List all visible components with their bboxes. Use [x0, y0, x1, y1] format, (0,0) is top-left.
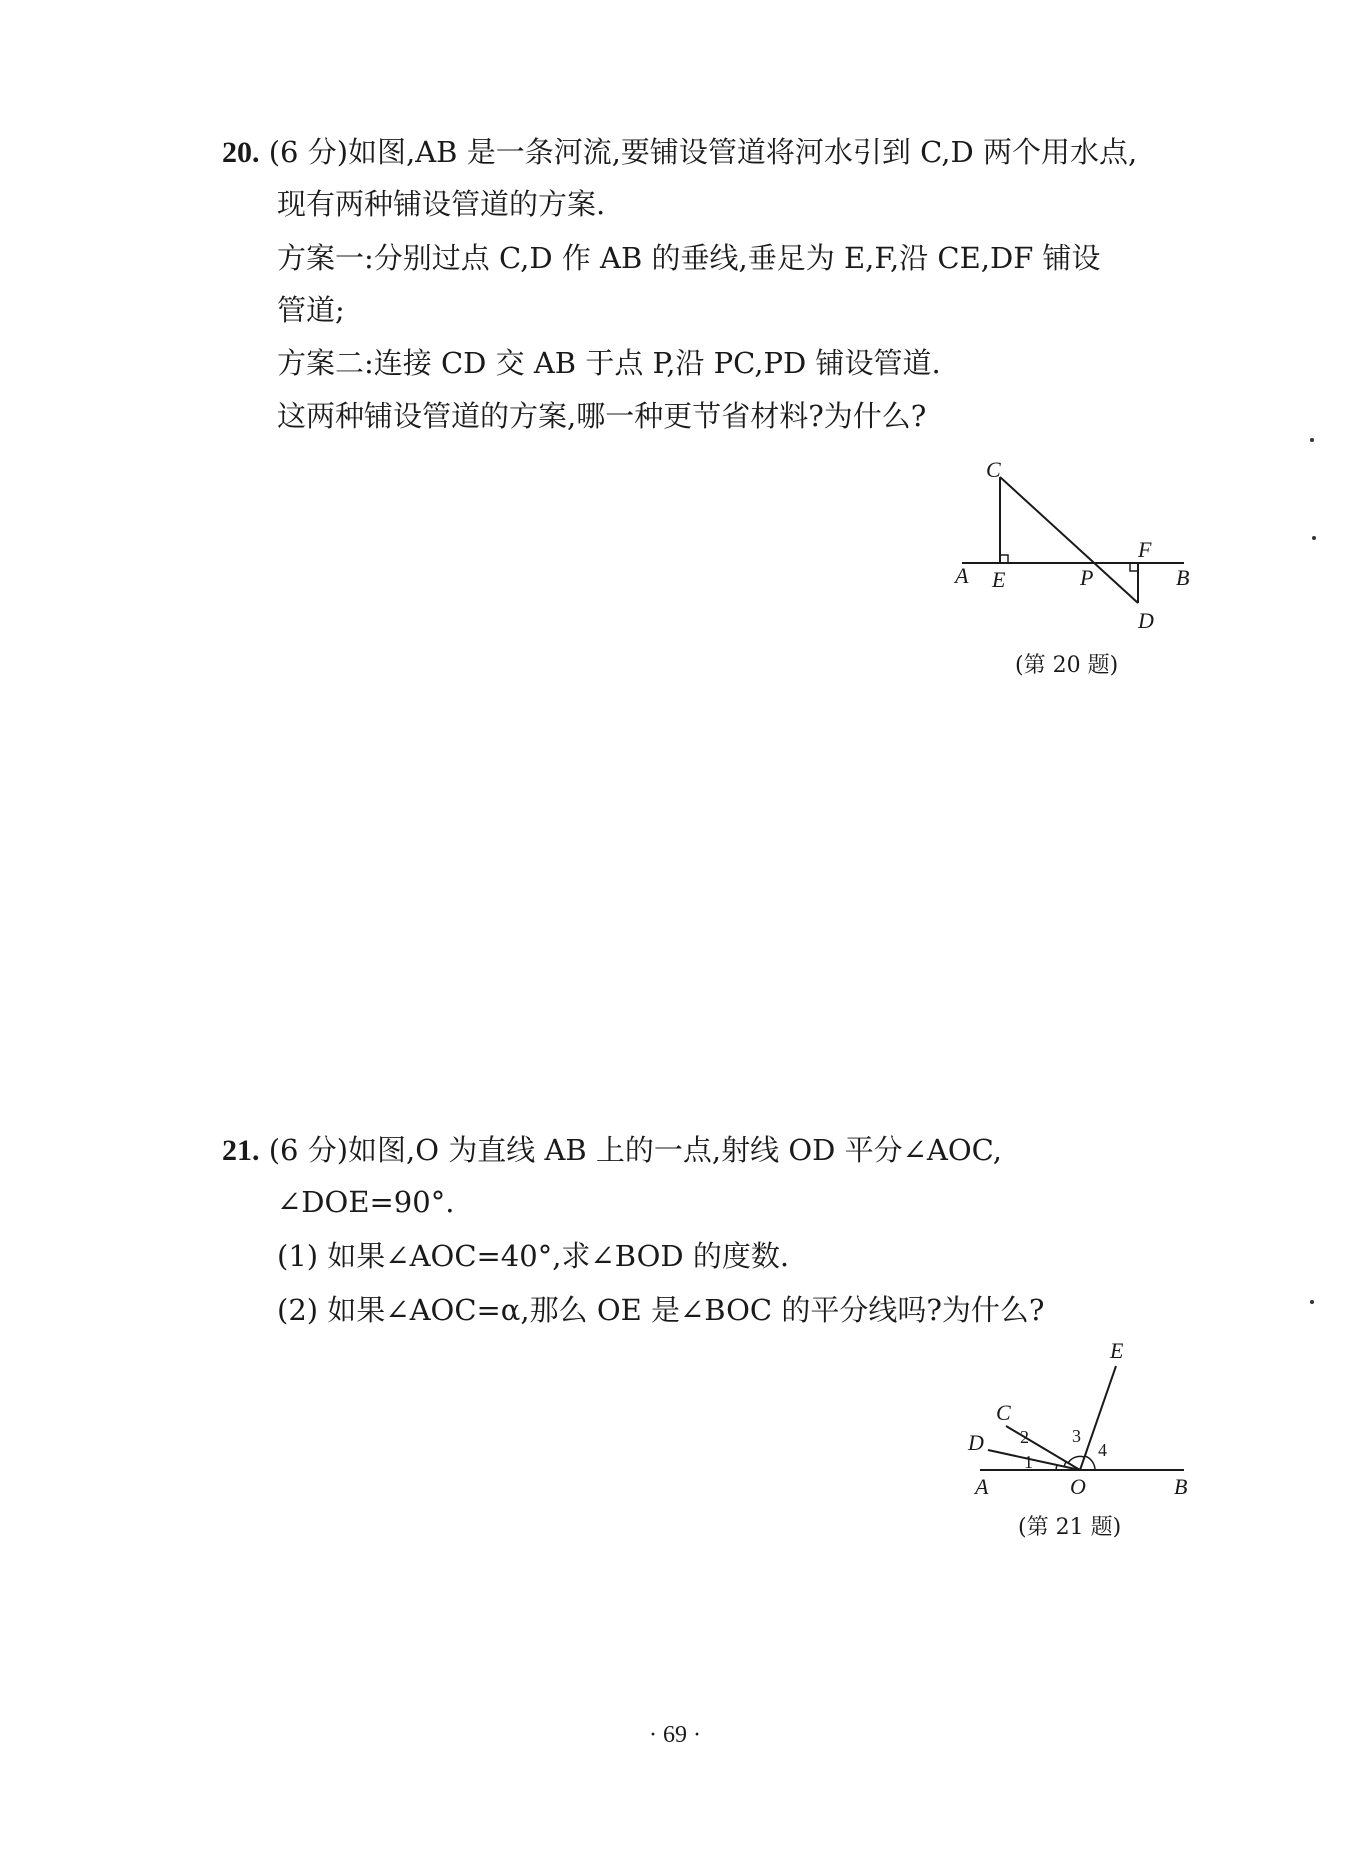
q21-line-1: [222, 1130, 1002, 1171]
q21-angle-2: 2: [1020, 1427, 1029, 1447]
q20-caption: (第 20 题): [1015, 653, 1119, 678]
q20-line-5: 方案二:连接 CD 交 AB 于点 P,沿 PC,PD 铺设管道.: [277, 346, 941, 380]
q20-line-2: 现有两种铺设管道的方案.: [277, 187, 606, 221]
scan-dot: [1310, 1300, 1314, 1304]
q21-label-a: A: [975, 1474, 989, 1499]
q20-label-p: P: [1080, 565, 1094, 590]
q21-line-4: (2) 如果∠AOC=α,那么 OE 是∠BOC 的平分线吗?为什么?: [277, 1293, 1045, 1327]
q20-label-f: F: [1138, 537, 1152, 562]
q20-right-angle-f: [1130, 563, 1138, 571]
q20-line-3: 方案一:分别过点 C,D 作 AB 的垂线,垂足为 E,F,沿 CE,DF 铺设: [277, 241, 1101, 275]
q20-label-c: C: [986, 457, 1001, 482]
q21-label-e: E: [1110, 1340, 1124, 1363]
q20-line-4: 管道;: [277, 293, 345, 327]
q20-figure: [950, 455, 1210, 640]
q21-figure: [960, 1340, 1210, 1500]
q21-line-3: (1) 如果∠AOC=40°,求∠BOD 的度数.: [277, 1239, 790, 1273]
scan-dot: [1310, 438, 1314, 442]
q20-label-a: A: [955, 563, 969, 588]
q20-label-e: E: [992, 567, 1006, 592]
q21-angle-3: 3: [1072, 1426, 1081, 1446]
q21-number: 21.: [222, 1134, 260, 1167]
q21-label-c: C: [996, 1400, 1011, 1425]
q20-segment-cd: [1000, 477, 1138, 603]
q21-ray-od: [988, 1450, 1080, 1470]
q20-label-d: D: [1138, 608, 1154, 633]
q20-text-1: (6 分)如图,AB 是一条河流,要铺设管道将河水引到 C,D 两个用水点,: [268, 135, 1138, 169]
q21-caption: (第 21 题): [1018, 1515, 1122, 1540]
q20-line-1: [222, 132, 1137, 173]
page-number: · 69 ·: [649, 1722, 701, 1748]
q21-text-1: (6 分)如图,O 为直线 AB 上的一点,射线 OD 平分∠AOC,: [268, 1133, 1002, 1167]
q20-right-angle-e: [1000, 555, 1008, 563]
q21-label-d: D: [968, 1430, 984, 1455]
q20-label-b: B: [1176, 565, 1190, 590]
q21-angle-4: 4: [1098, 1440, 1107, 1460]
q21-ray-oc: [1006, 1426, 1080, 1470]
q20-line-6: 这两种铺设管道的方案,哪一种更节省材料?为什么?: [277, 399, 927, 433]
q21-label-b: B: [1174, 1474, 1188, 1499]
q20-number: 20.: [222, 136, 260, 169]
scan-dot: [1312, 536, 1316, 540]
q21-label-o: O: [1070, 1474, 1086, 1499]
q21-line-2: ∠DOE=90°.: [277, 1185, 455, 1219]
q21-angle-1: 1: [1024, 1452, 1033, 1472]
